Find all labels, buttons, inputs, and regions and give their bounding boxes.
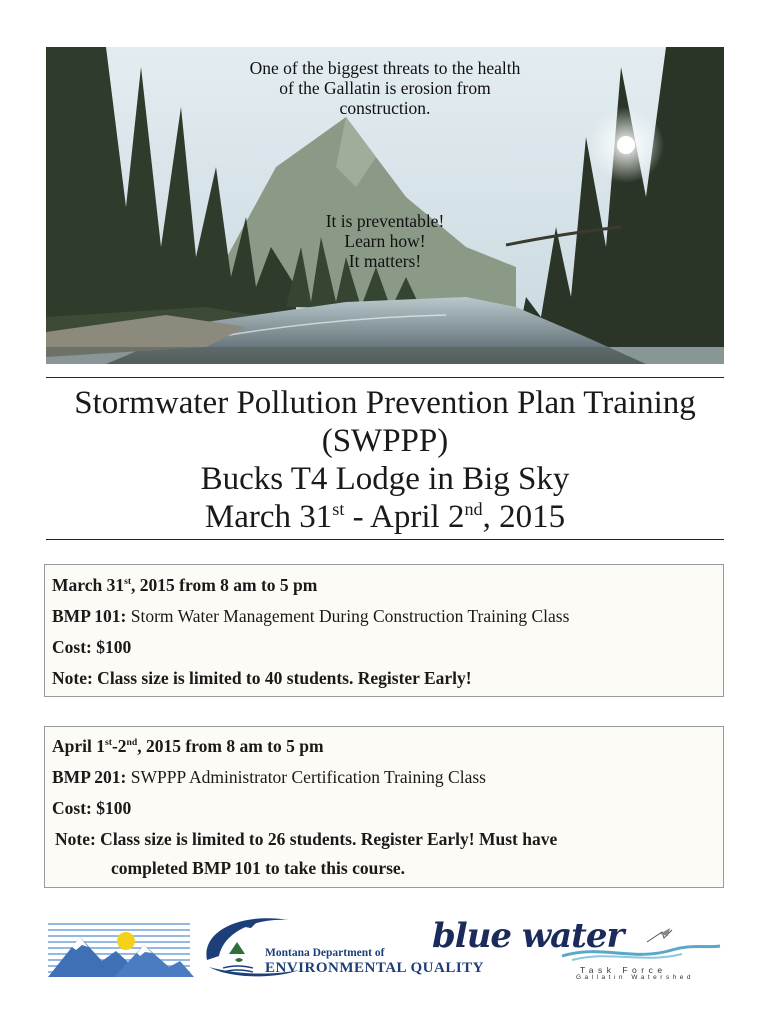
- class-course: [52, 606, 569, 627]
- date-text: , 2015 from 8 am to 5 pm: [131, 575, 318, 595]
- class-course: [52, 767, 486, 788]
- mdeq-logo: [199, 912, 484, 982]
- hero-image: [46, 47, 724, 364]
- title-line: (SWPPP): [321, 423, 449, 459]
- class-note-continued: completed BMP 101 to take this course.: [111, 858, 406, 878]
- mdeq-name-line2: ENVIRONMENTAL QUALITY: [265, 960, 484, 976]
- title-line: Stormwater Pollution Prevention Plan Training: [74, 385, 696, 421]
- mdeq-name-line1: Montana Department of: [265, 947, 385, 959]
- hero-line: It matters!: [348, 251, 422, 271]
- date-suffix: nd: [126, 737, 138, 749]
- blue-water-wordmark: blue water: [432, 916, 624, 956]
- class-date: [52, 736, 324, 757]
- class-note: Note: Class size is limited to 26 students. Register Early! Must have: [55, 829, 558, 849]
- date-suffix: st: [124, 576, 132, 588]
- blue-water-task-force-logo: [432, 912, 722, 982]
- class-cost: Cost: $100: [52, 637, 132, 657]
- course-code: BMP 101:: [52, 606, 127, 626]
- course-name: SWPPP Administrator Certification Training Class: [126, 767, 486, 787]
- hero-line: One of the biggest threats to the health: [249, 58, 521, 78]
- hero-line: construction.: [339, 98, 431, 118]
- hero-message-threat: [46, 58, 724, 118]
- class-cost: Cost: $100: [52, 798, 132, 818]
- date-text: April 1: [52, 736, 105, 756]
- class-date: [52, 575, 317, 596]
- task-force-label: Task Force: [580, 965, 667, 975]
- event-title: [46, 377, 724, 540]
- date-suffix: st: [105, 737, 112, 749]
- date-text: , 2015: [482, 499, 566, 535]
- date-text: - April 2: [344, 499, 465, 535]
- date-suffix: nd: [464, 499, 483, 519]
- hero-line: of the Gallatin is erosion from: [279, 78, 491, 98]
- class-bmp201-box: [44, 726, 724, 888]
- mountain-sun-logo: [44, 915, 194, 979]
- fly-fishing-wave-icon: [552, 924, 722, 964]
- hero-message-call-to-action: [46, 211, 724, 271]
- sponsor-logos: [44, 912, 724, 982]
- hero-line: It is preventable!: [325, 211, 445, 231]
- course-code: BMP 201:: [52, 767, 127, 787]
- gallatin-watershed-label: Gallatin Watershed: [576, 974, 695, 981]
- date-suffix: st: [332, 499, 345, 519]
- date-text: March 31: [52, 575, 125, 595]
- title-line: Bucks T4 Lodge in Big Sky: [200, 461, 570, 497]
- event-dates: [46, 498, 724, 536]
- hero-line: Learn how!: [344, 231, 426, 251]
- class-note: Note: Class size is limited to 40 students. Register Early!: [52, 668, 472, 688]
- mountain-sun-icon: [44, 915, 194, 979]
- class-bmp101-box: [44, 564, 724, 697]
- course-name: Storm Water Management During Construction Training Class: [126, 606, 570, 626]
- date-text: March 31: [204, 499, 333, 535]
- date-text: , 2015 from 8 am to 5 pm: [137, 736, 324, 756]
- date-text: -2: [111, 736, 127, 756]
